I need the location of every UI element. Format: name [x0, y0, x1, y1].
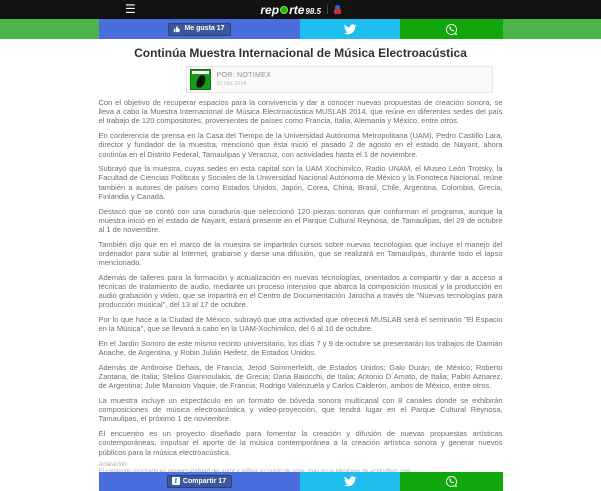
facebook-like-label: Me gusta 17 — [184, 25, 225, 32]
article-paragraph: Con el objetivo de recuperar espacios para la convivencia y dar a conocer nuevas propuestas de creación sonora, se lleva a cabo la Muestra Internacional de Música Electroacústica MUSLAB 2014, que reúne en diferentes sedes del país el trabajo de 120 compositores, provenientes de países como Francia, Italia, Alemania y México, entre otros. — [98, 98, 503, 126]
top-header-bar — [0, 0, 601, 19]
twitter-share-section[interactable] — [300, 19, 400, 39]
article-body — [99, 98, 503, 457]
byline-card — [186, 66, 493, 93]
whatsapp-share-section[interactable] — [400, 19, 503, 39]
article-paragraph: El encuentro es un proyecto diseñado para fomentar la creación y difusión de nuevas propuestas artísticas contemporáneas, impulsar el aporte de la música contemporánea a la creación artística sonora y generar nuevos públicos para la música electroacústica. — [98, 429, 503, 457]
article-paragraph: En el Jardín Sonoro de este mismo recinto universitario, los días 7 y 9 de octubre se presentarán los trabajos de Damián Anache, de Argentina, y Robin Julián Heifetz, de Estados Unidos. — [98, 338, 503, 358]
byline-author: POR: NOTIMEX — [216, 72, 272, 79]
twitter-bird-icon — [344, 24, 357, 35]
facebook-share-button[interactable] — [167, 475, 232, 488]
byline-date: 01 Oct 2014 — [216, 81, 247, 87]
facebook-share-section[interactable] — [99, 472, 300, 491]
article-paragraph: Subrayó que la muestra, cuyas sedes en esta capital son la UAM Xochimilco, Radio UNAM, el Museo León Trotsky, la Facultad de Ciencias Políticas y Sociales de la Universidad Nacional Autónoma de México y la Fonoteca Nacional, reúne también a autores de países como Estados Unidos, Japón, Corea, China, Brasil, Chile, Argentina, Colombia, Grecia, Finlandia y Canadá. — [98, 164, 503, 201]
logo-text-part2: rte — [289, 2, 305, 17]
article-title: Continúa Muestra Internacional de Música Electroacústica — [134, 46, 467, 60]
article-paragraph: Además de talleres para la formación y actualización en nuevas tecnologías, orientados a compartir y dar a acceso a técnicas de tratamiento de audio, mediante un proceso intensivo que abarca la composición musical y la producción en audio grabación y video, que se impartirá en el Centro de Documentación Jarocha a través de "Nuevas tecnologías para producción musical", del 13 al 17 de octubre. — [98, 272, 503, 310]
top-share-bar — [0, 19, 601, 39]
article-content — [99, 46, 503, 475]
article-paragraph: Además de Ambroise Dehais, de Francia; Jerod Sommerfeldt, de Estados Unidos; Galo Durán, de México; Roberto Zantana, de Italia; Stelios Giannoulakis, de Grecia; Daria Baiocchi, de Italia; Antonio D´Amato, de Italia; Pablo Aznarez, de Argentina; Julie Mansion Vaquie, de Francia; Rodrigo Valenzuela y Carlos Calderón, ambos de México, entre otros. — [98, 362, 503, 391]
notimex-avatar — [190, 69, 211, 90]
facebook-like-section[interactable] — [99, 19, 300, 39]
article-paragraph: Por lo que hace a la Ciudad de México, subrayó que otra actividad que ofrecerá MUSLAB será el seminario "El Espacio en la Música", que se llevará a cabo en la UAM-Xochimilco, del 6 al 10 de octubre. — [98, 315, 503, 334]
logo-o-dot-icon — [280, 6, 288, 14]
logo-text-part1: rep — [260, 2, 280, 17]
station-badge-icon — [334, 5, 341, 14]
whatsapp-share-section-bottom[interactable] — [400, 472, 503, 491]
hamburger-menu-icon[interactable]: ☰ — [125, 2, 136, 16]
article-paragraph: En conferencia de prensa en la Casa del Tiempo de la Universidad Autónoma Metropolitana (UAM), Pedro Castillo Lara, director y fundador de la muestra, mencionó que ésta inició el pasado 2 de agosto en el estado de Nayarit, ahora continúa en el Distrito Federal, Tamaulipas y Veracruz, con actividades hasta el 1 de noviembre. — [98, 131, 503, 159]
whatsapp-icon — [445, 475, 458, 488]
facebook-f-icon: f — [172, 477, 180, 485]
twitter-bird-icon — [344, 476, 357, 487]
article-paragraph: Destacó que se contó con una curaduría que seleccionó 120 piezas sonoras que conforman el programa, aunque la muestra inició en el estado de Nayarit, estará presente en el Parque Cultural Reynosa, de Tamaulipas, del 29 de octubre al 1 de noviembre. — [98, 206, 503, 234]
facebook-like-button[interactable] — [168, 23, 230, 36]
whatsapp-icon — [445, 23, 458, 36]
bottom-share-bar — [99, 472, 503, 491]
twitter-share-section-bottom[interactable] — [300, 472, 400, 491]
facebook-share-label: Compartir 17 — [182, 477, 227, 485]
logo-separator: | — [326, 4, 329, 15]
site-logo[interactable] — [260, 3, 340, 17]
article-paragraph: La muestra incluye un espectáculo en un formato de bóveda sonora multicanal con 8 canales donde se exhibirán composiciones de música electroacústica y video-proyección, que tendrá lugar en el Parque Cultural Reynosa, Tamaulipas, el próximo 1 de noviembre. — [98, 395, 503, 424]
logo-frequency: 98.5 — [305, 6, 321, 16]
thumbs-up-icon — [173, 25, 181, 33]
article-paragraph: También dijo que en el marco de la muestra se impartirán cursos sobre nuevas tecnologías que incluye el manejo del ordenador para subir al Internet, grabarse y darse una difusión, que se realizará en Tamaulipas, durante todo el lapso mencionado. — [98, 239, 503, 268]
disclaimer-label: Aclaración: — [98, 462, 129, 469]
